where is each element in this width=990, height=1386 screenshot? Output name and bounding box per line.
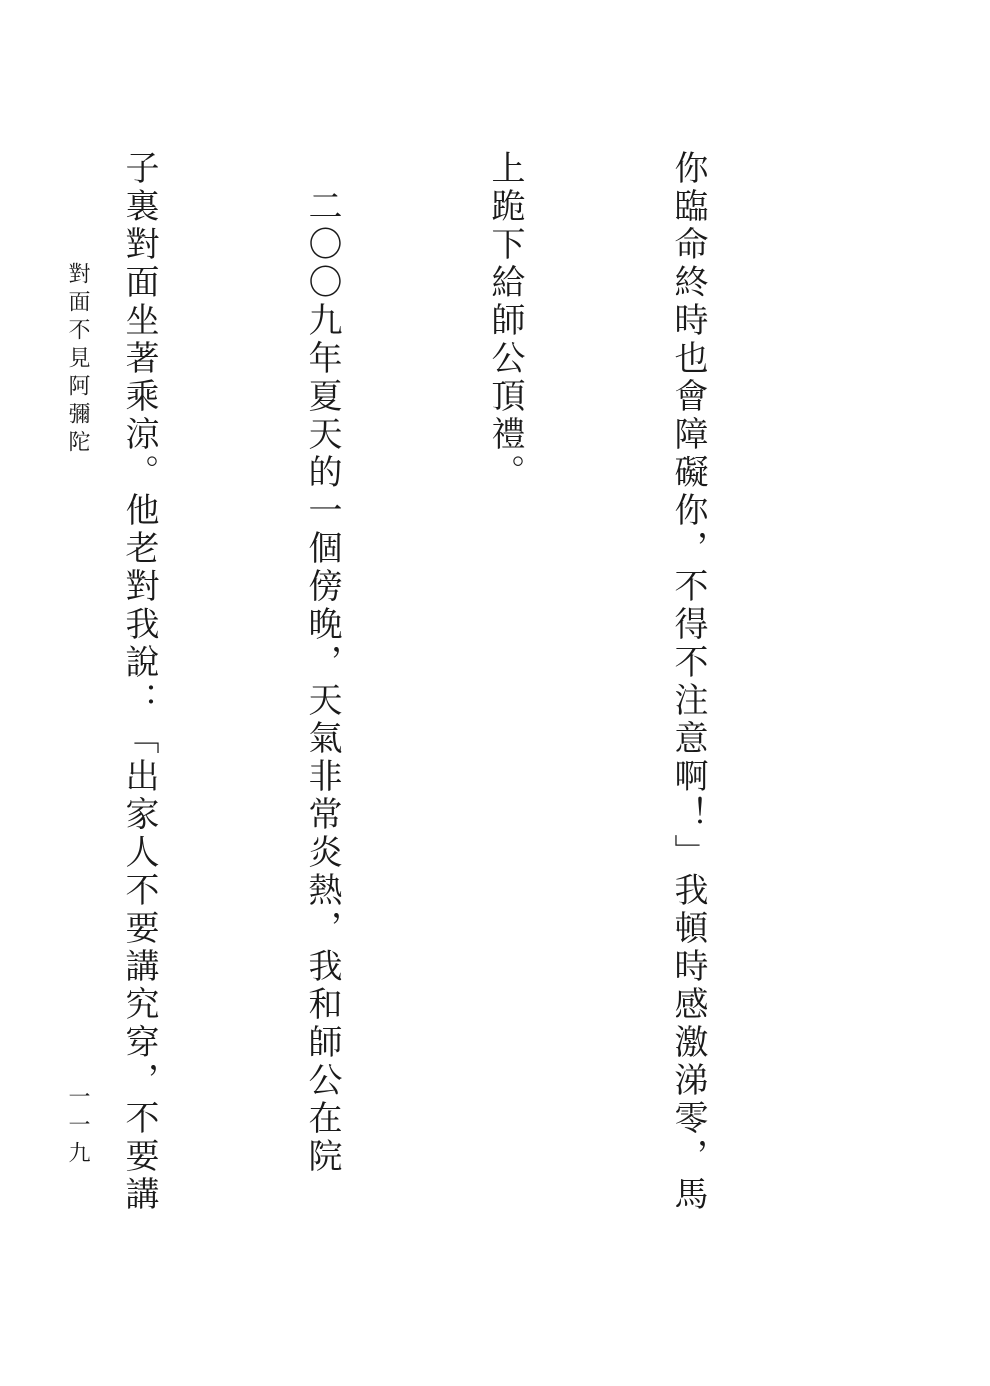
text-column: 你臨命終時也會障礙你，不得不注意啊！」我頓時感激涕零，馬 (668, 150, 708, 1214)
page-number: 一一九 (65, 1085, 90, 1169)
text-column: 子裏對面坐著乘涼。他老對我說：「出家人不要講究穿，不要講 (119, 150, 159, 1214)
text-column: 上跪下給師公頂禮。 (485, 150, 525, 492)
running-header-title: 對面不見阿彌陀 (65, 262, 90, 458)
text-column: 二〇〇九年夏天的一個傍晚，天氣非常炎熱，我和師公在院 (302, 150, 342, 1176)
main-text-block (0, 150, 840, 1290)
